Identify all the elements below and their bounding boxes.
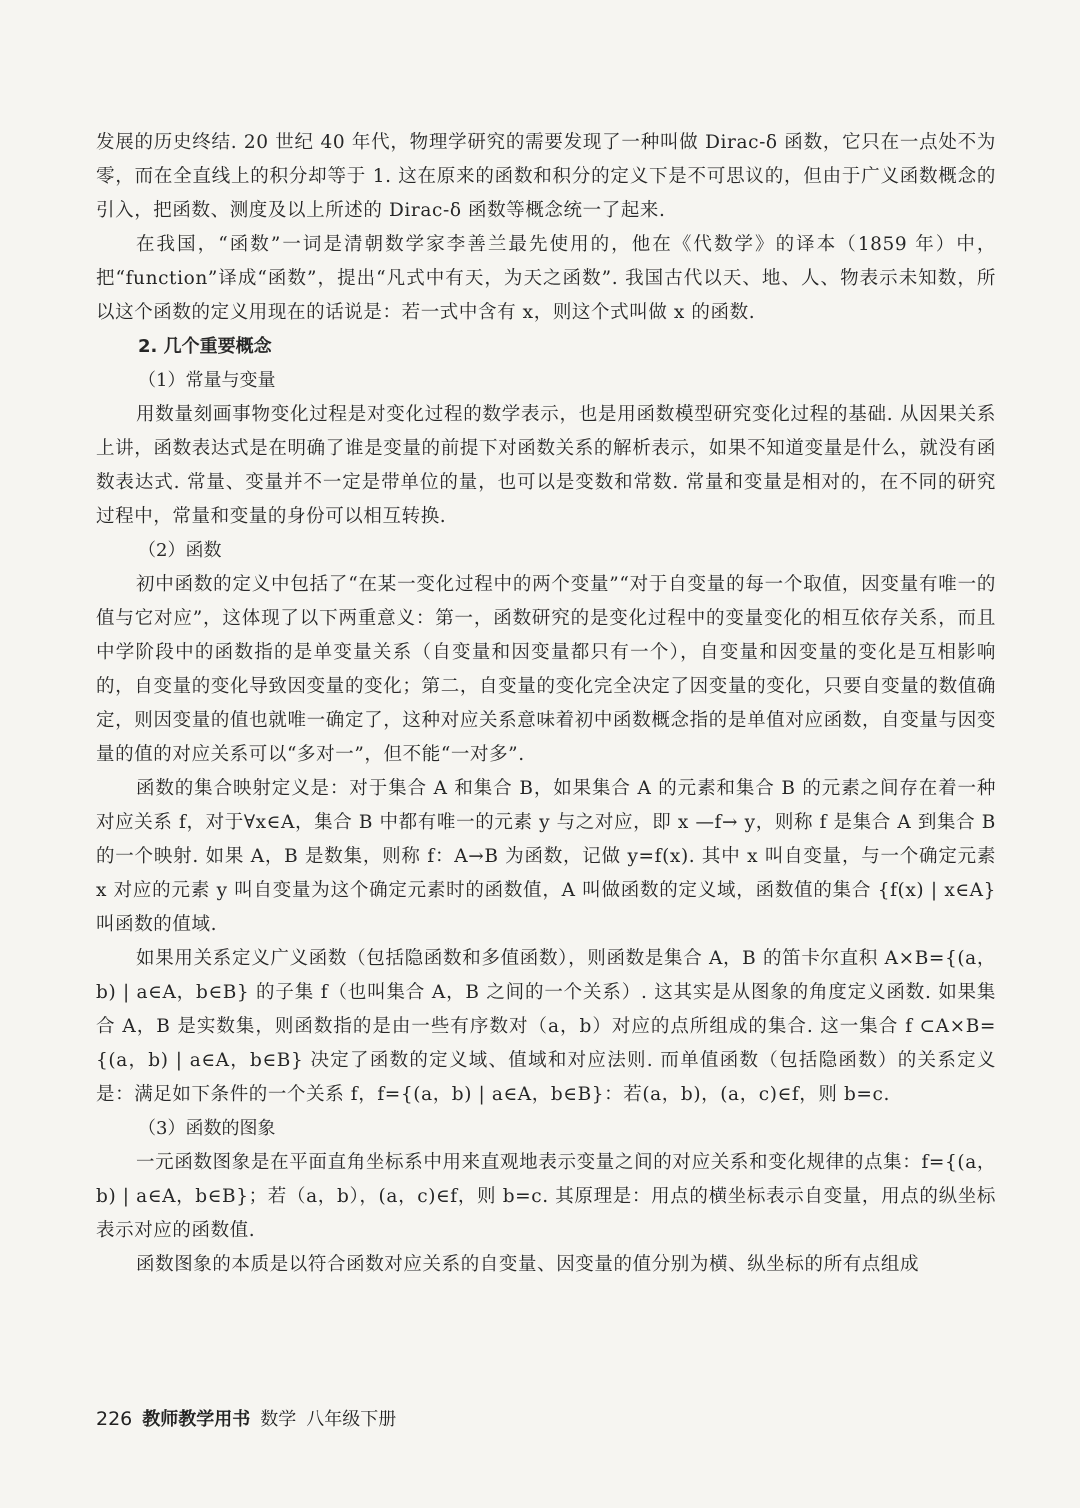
paragraph-graph-essence: 函数图象的本质是以符合函数对应关系的自变量、因变量的值分别为横、纵坐标的所有点组成 bbox=[136, 1254, 920, 1275]
section-heading-concepts: 2. 几个重要概念 bbox=[138, 336, 272, 357]
paragraph-dirac-history: 发展的历史终结. 20 世纪 40 年代，物理学研究的需要发现了一种叫做 Dirac-δ 函数，它只在一点处不为零，而在全直线上的积分却等于 1. 这在原来的函数和积分的定义下是不可思议的，但由于广义函数概念的引入，把函数、测度及以上所述的 Dirac-δ 函数等概念统一了起来. bbox=[96, 132, 996, 221]
paragraph-relation-definition: 如果用关系定义广义函数（包括隐函数和多值函数），则函数是集合 A，B 的笛卡尔直积 A×B={(a，b) | a∈A，b∈B} 的子集 f（也叫集合 A，B 之间的一个关系）. 这其实是从图象的角度定义函数. 如果集合 A，B 是实数集，则函数指的是由一些有序数对（a，b）对应的点所组成的集合. 这一集合 f ⊂A×B={(a，b) | a∈A，b∈B} 决定了函数的定义域、值域和对应法则. 而单值函数（包括隐函数）的关系定义是：满足如下条件的一个关系 f，f={(a，b) | a∈A，b∈B}：若(a，b)，(a，c)∈f，则 b=c. bbox=[96, 948, 996, 1105]
paragraph-li-shanlan: 在我国，“函数”一词是清朝数学家李善兰最先使用的，他在《代数学》的译本（1859 年）中，把“function”译成“函数”，提出“凡式中有天，为天之函数”. 我国古代以天、地、人、物表示未知数，所以这个函数的定义用现在的话说是：若一式中含有 x，则这个式叫做 x 的函数. bbox=[96, 234, 996, 323]
subheading-constants-variables: （1）常量与变量 bbox=[138, 370, 276, 391]
book-subject: 数学 bbox=[260, 1409, 297, 1430]
page-footer bbox=[96, 1405, 396, 1431]
paragraph-graph-definition: 一元函数图象是在平面直角坐标系中用来直观地表示变量之间的对应关系和变化规律的点集：f={(a，b) | a∈A，b∈B}；若（a，b），(a，c)∈f，则 b=c. 其原理是：用点的横坐标表示自变量，用点的纵坐标表示对应的函数值. bbox=[96, 1152, 996, 1241]
page-number: 226 bbox=[96, 1408, 133, 1430]
book-grade: 八年级下册 bbox=[306, 1409, 397, 1430]
paragraph-constants-variables: 用数量刻画事物变化过程是对变化过程的数学表示，也是用函数模型研究变化过程的基础. 从因果关系上讲，函数表达式是在明确了谁是变量的前提下对函数关系的解析表示，如果不知道变量是什么，就没有函数表达式. 常量、变量并不一定是带单位的量，也可以是变数和常数. 常量和变量是相对的，在不同的研究过程中，常量和变量的身份可以相互转换. bbox=[96, 404, 996, 527]
book-title: 教师教学用书 bbox=[142, 1409, 251, 1430]
paragraph-set-mapping: 函数的集合映射定义是：对于集合 A 和集合 B，如果集合 A 的元素和集合 B 的元素之间存在着一种对应关系 f，对于∀x∈A，集合 B 中都有唯一的元素 y 与之对应，即 x —f→ y，则称 f 是集合 A 到集合 B 的一个映射. 如果 A，B 是数集，则称 f：A→B 为函数，记做 y=f(x). 其中 x 叫自变量，与一个确定元素 x 对应的元素 y 叫自变量为这个确定元素时的函数值，A 叫做函数的定义域，函数值的集合 {f(x) | x∈A} 叫函数的值域. bbox=[96, 778, 996, 935]
subheading-function-graph: （3）函数的图象 bbox=[138, 1118, 276, 1139]
subheading-function: （2）函数 bbox=[138, 540, 222, 561]
paragraph-function-definition: 初中函数的定义中包括了“在某一变化过程中的两个变量”“对于自变量的每一个取值，因变量有唯一的值与它对应”，这体现了以下两重意义：第一，函数研究的是变化过程中的变量变化的相互依存关系，而且中学阶段中的函数指的是单变量关系（自变量和因变量都只有一个），自变量和因变量的变化是互相影响的，自变量的变化导致因变量的变化；第二，自变量的变化完全决定了因变量的变化，只要自变量的数值确定，则因变量的值也就唯一确定了，这种对应关系意味着初中函数概念指的是单值对应函数，自变量与因变量的值的对应关系可以“多对一”，但不能“一对多”. bbox=[96, 574, 996, 765]
